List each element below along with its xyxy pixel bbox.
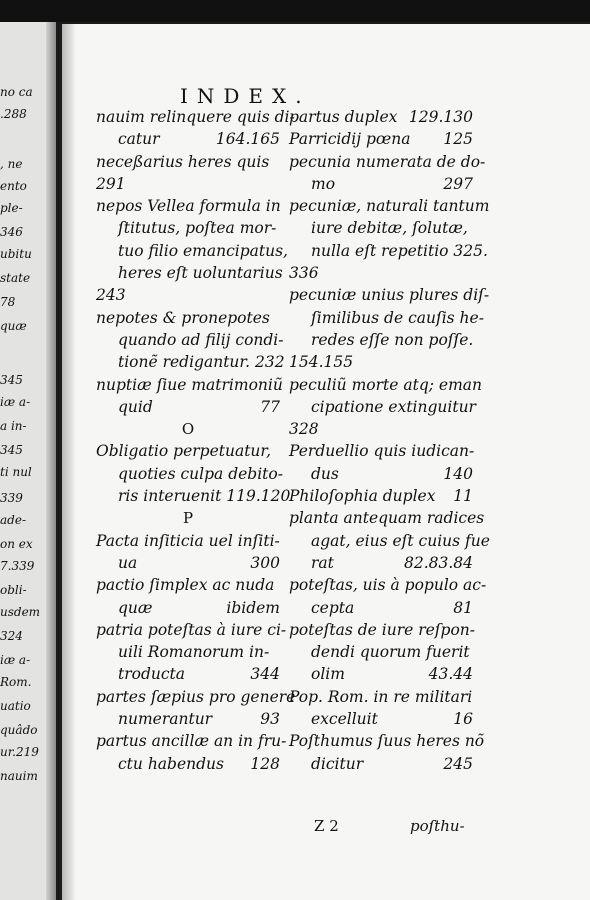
left-page-text-fragment: usdem [0,605,41,619]
page-reference: 81 [453,598,473,617]
left-page-text-fragment: 7.339 [0,559,35,573]
index-entry [96,128,280,150]
index-entry [289,552,473,574]
left-page-text-fragment: no ca [0,85,33,99]
index-column-left [96,106,296,775]
page-curve-shadow [62,24,76,900]
section-letter [96,507,280,529]
index-entry [96,217,280,239]
entry-text: ſimilibus de cauſis he- [311,308,484,327]
page-reference: 245 [443,754,473,773]
index-entry [289,307,484,329]
entry-text: catur [118,130,160,149]
index-entry [96,284,280,306]
left-page-text-fragment: ur.219 [0,745,39,759]
entry-text: dus [311,464,339,483]
index-entry [289,396,476,418]
left-page-text-fragment: ubitu [0,247,32,261]
left-page-text-fragment: ple- [0,201,23,215]
index-entry [289,374,482,396]
section-letter [96,418,280,440]
page-reference: 140 [443,464,473,483]
entry-text: nuptiæ ſiue matrimoniũ [96,375,283,394]
entry-text: partes ſæpius pro genere [96,687,296,706]
entry-text: 328 [289,420,319,439]
entry-text: pecuniæ unius plures diſ- [289,286,490,305]
page-reference: ibidem [226,598,280,617]
entry-text: nauim relinquere quis di- [96,108,295,126]
index-column-right [289,106,490,775]
entry-text: O [181,420,195,439]
index-entry [96,485,291,507]
entry-text: partus duplex [289,108,398,126]
page-reference: 16 [453,710,473,729]
index-entry [96,753,280,775]
entry-text: peculiũ morte atq; eman [289,375,482,394]
page-reference: 164.165 [215,130,280,149]
page-header: INDEX. [180,84,311,108]
page-reference: 300 [250,553,280,572]
left-page-text-fragment: a in- [0,419,27,433]
entry-text: cipatione extinguitur [311,397,476,416]
index-entry [96,307,280,329]
index-entry [289,128,473,150]
entry-text: quid [118,397,153,416]
entry-text: 154.155 [289,353,354,372]
left-page-text-fragment: state [0,271,31,285]
index-entry [96,641,280,663]
page-reference: 11 [453,487,473,506]
entry-text: poteſtas, uis à populo ac- [289,576,487,595]
entry-text: Pop. Rom. in re militari [289,687,473,706]
index-entry [96,463,283,485]
left-page-text-fragment: , ne [0,157,23,171]
index-entry [96,106,295,128]
left-page-text-fragment: .288 [0,107,27,121]
entry-text: poteſtas de iure reſpon- [289,620,476,639]
entry-text: troducta [118,665,186,684]
index-entry [96,574,280,596]
index-entry [289,507,485,529]
index-entry [96,663,280,685]
index-entry [96,708,280,730]
index-entry [289,641,473,663]
index-entry [96,374,283,396]
left-page-text-fragment: ti nul [0,465,32,479]
entry-text: agat, eius eſt cuius fue [311,531,490,550]
index-entry [96,351,285,373]
index-entry [96,686,296,708]
entry-text: Obligatio perpetuatur, [96,442,272,461]
page-reference: 297 [443,174,473,193]
index-entry [289,418,473,440]
index-entry [289,240,488,262]
index-entry [289,574,487,596]
index-entry [289,463,473,485]
entry-text: P [182,509,194,528]
index-entry [289,530,490,552]
entry-text: ris interuenit 119.120 [118,487,291,506]
entry-text: cepta [311,598,355,617]
page-reference: 93 [260,710,280,729]
entry-text: uili Romanorum in- [118,643,270,662]
index-entry [289,284,490,306]
page-reference: 77 [260,397,280,416]
page-reference: 129.130 [408,108,473,126]
index-entry [96,597,280,619]
entry-text: pecunia numerata de do- [289,152,486,171]
index-entry [289,151,486,173]
index-entry [289,173,473,195]
entry-text: Pacta inſiticia uel inſiti- [96,531,280,550]
index-entry [96,195,280,217]
index-entry [289,619,476,641]
entry-text: ua [118,553,138,572]
index-entry [289,730,485,752]
index-entry [289,262,473,284]
entry-text: 336 [289,264,319,283]
scanner-top-edge [0,0,590,22]
index-entry [96,619,287,641]
entry-text: mo [311,174,336,193]
entry-text: Perduellio quis iudican- [289,442,475,461]
entry-text: tuo filio emancipatus, [118,241,288,260]
index-entry [96,440,280,462]
index-entry [289,753,473,775]
index-entry [289,708,473,730]
index-entry [289,440,473,462]
entry-text: pecuniæ, naturali tantum [289,197,490,216]
left-page-text-fragment: on ex [0,537,33,551]
left-page-text-fragment: nauim [0,769,38,783]
index-entry [289,195,490,217]
index-entry [96,173,280,195]
entry-text: patria poteſtas à iure ci- [96,620,287,639]
index-entry [289,106,473,128]
entry-text: iure debitæ, ſolutæ, [311,219,468,238]
left-page-fragment [0,22,56,900]
page-reference: 125 [443,130,473,149]
index-entry [289,351,473,373]
index-entry [289,663,473,685]
left-page-text-fragment: uatio [0,699,31,713]
index-entry [96,396,280,418]
entry-text: 291 [96,174,126,193]
index-entry [96,530,280,552]
index-entry [96,240,288,262]
left-page-text-fragment: 324 [0,629,23,643]
index-entry [96,552,280,574]
entry-text: partus ancillæ an in fru- [96,732,287,751]
entry-text: Poſthumus ſuus heres nõ [289,732,485,751]
left-page-text-fragment: quæ [0,319,27,333]
entry-text: Philoſophia duplex [289,487,436,506]
left-page-text-fragment: ade- [0,513,26,527]
entry-text: planta antequam radices [289,509,485,528]
entry-text: nulla eſt repetitio 325. [311,241,488,260]
entry-text: heres eſt uoluntarius [118,264,283,283]
left-page-text-fragment: obli- [0,583,27,597]
left-page-text-fragment: Rom. [0,675,32,689]
index-entry [289,686,473,708]
page-reference: 43.44 [428,665,473,684]
entry-text: dicitur [311,754,364,773]
left-page-text-fragment: 345 [0,373,23,387]
index-entry [96,730,287,752]
left-page-text-fragment: 78 [0,295,16,309]
book-gutter [46,22,56,900]
entry-text: excelluit [311,710,378,729]
index-entry [96,329,284,351]
page-reference: 128 [250,754,280,773]
left-page-text-fragment: 339 [0,491,23,505]
entry-text: quando ad filij condi- [118,330,284,349]
index-entry [289,485,473,507]
catchword: poſthu- [410,817,465,835]
left-page-text-fragment: quâdo [0,723,38,737]
page-reference: 344 [250,665,280,684]
entry-text: nepotes & pronepotes [96,308,270,327]
left-page-text-fragment: 346 [0,225,23,239]
left-page-text-fragment: iæ a- [0,653,31,667]
entry-text: quoties culpa debito- [118,464,283,483]
entry-text: tionẽ redigantur. 232 [118,353,285,372]
entry-text: neceßarius heres quis [96,152,270,171]
entry-text: ſtitutus, poſtea mor- [118,219,277,238]
page-reference: 82.83.84 [403,553,473,572]
entry-text: dendi quorum fuerit [311,643,470,662]
entry-text: ctu habendus [118,754,224,773]
index-entry [289,329,473,351]
index-entry [289,217,473,239]
entry-text: redes eſſe non poſſe. [311,330,474,349]
index-entry [96,262,283,284]
entry-text: nepos Vellea formula in [96,197,281,216]
entry-text: rat [311,553,334,572]
index-entry [289,597,473,619]
signature-mark: Z 2 [314,817,339,835]
index-entry [96,151,280,173]
left-page-text-fragment: iæ a- [0,395,31,409]
entry-text: olim [311,665,345,684]
left-page-text-fragment: ento [0,179,27,193]
entry-text: quæ [118,598,153,617]
entry-text: numerantur [118,710,213,729]
entry-text: Parricidij pœna [289,130,411,149]
entry-text: 243 [96,286,126,305]
entry-text: pactio ſimplex ac nuda [96,576,275,595]
left-page-text-fragment: 345 [0,443,23,457]
